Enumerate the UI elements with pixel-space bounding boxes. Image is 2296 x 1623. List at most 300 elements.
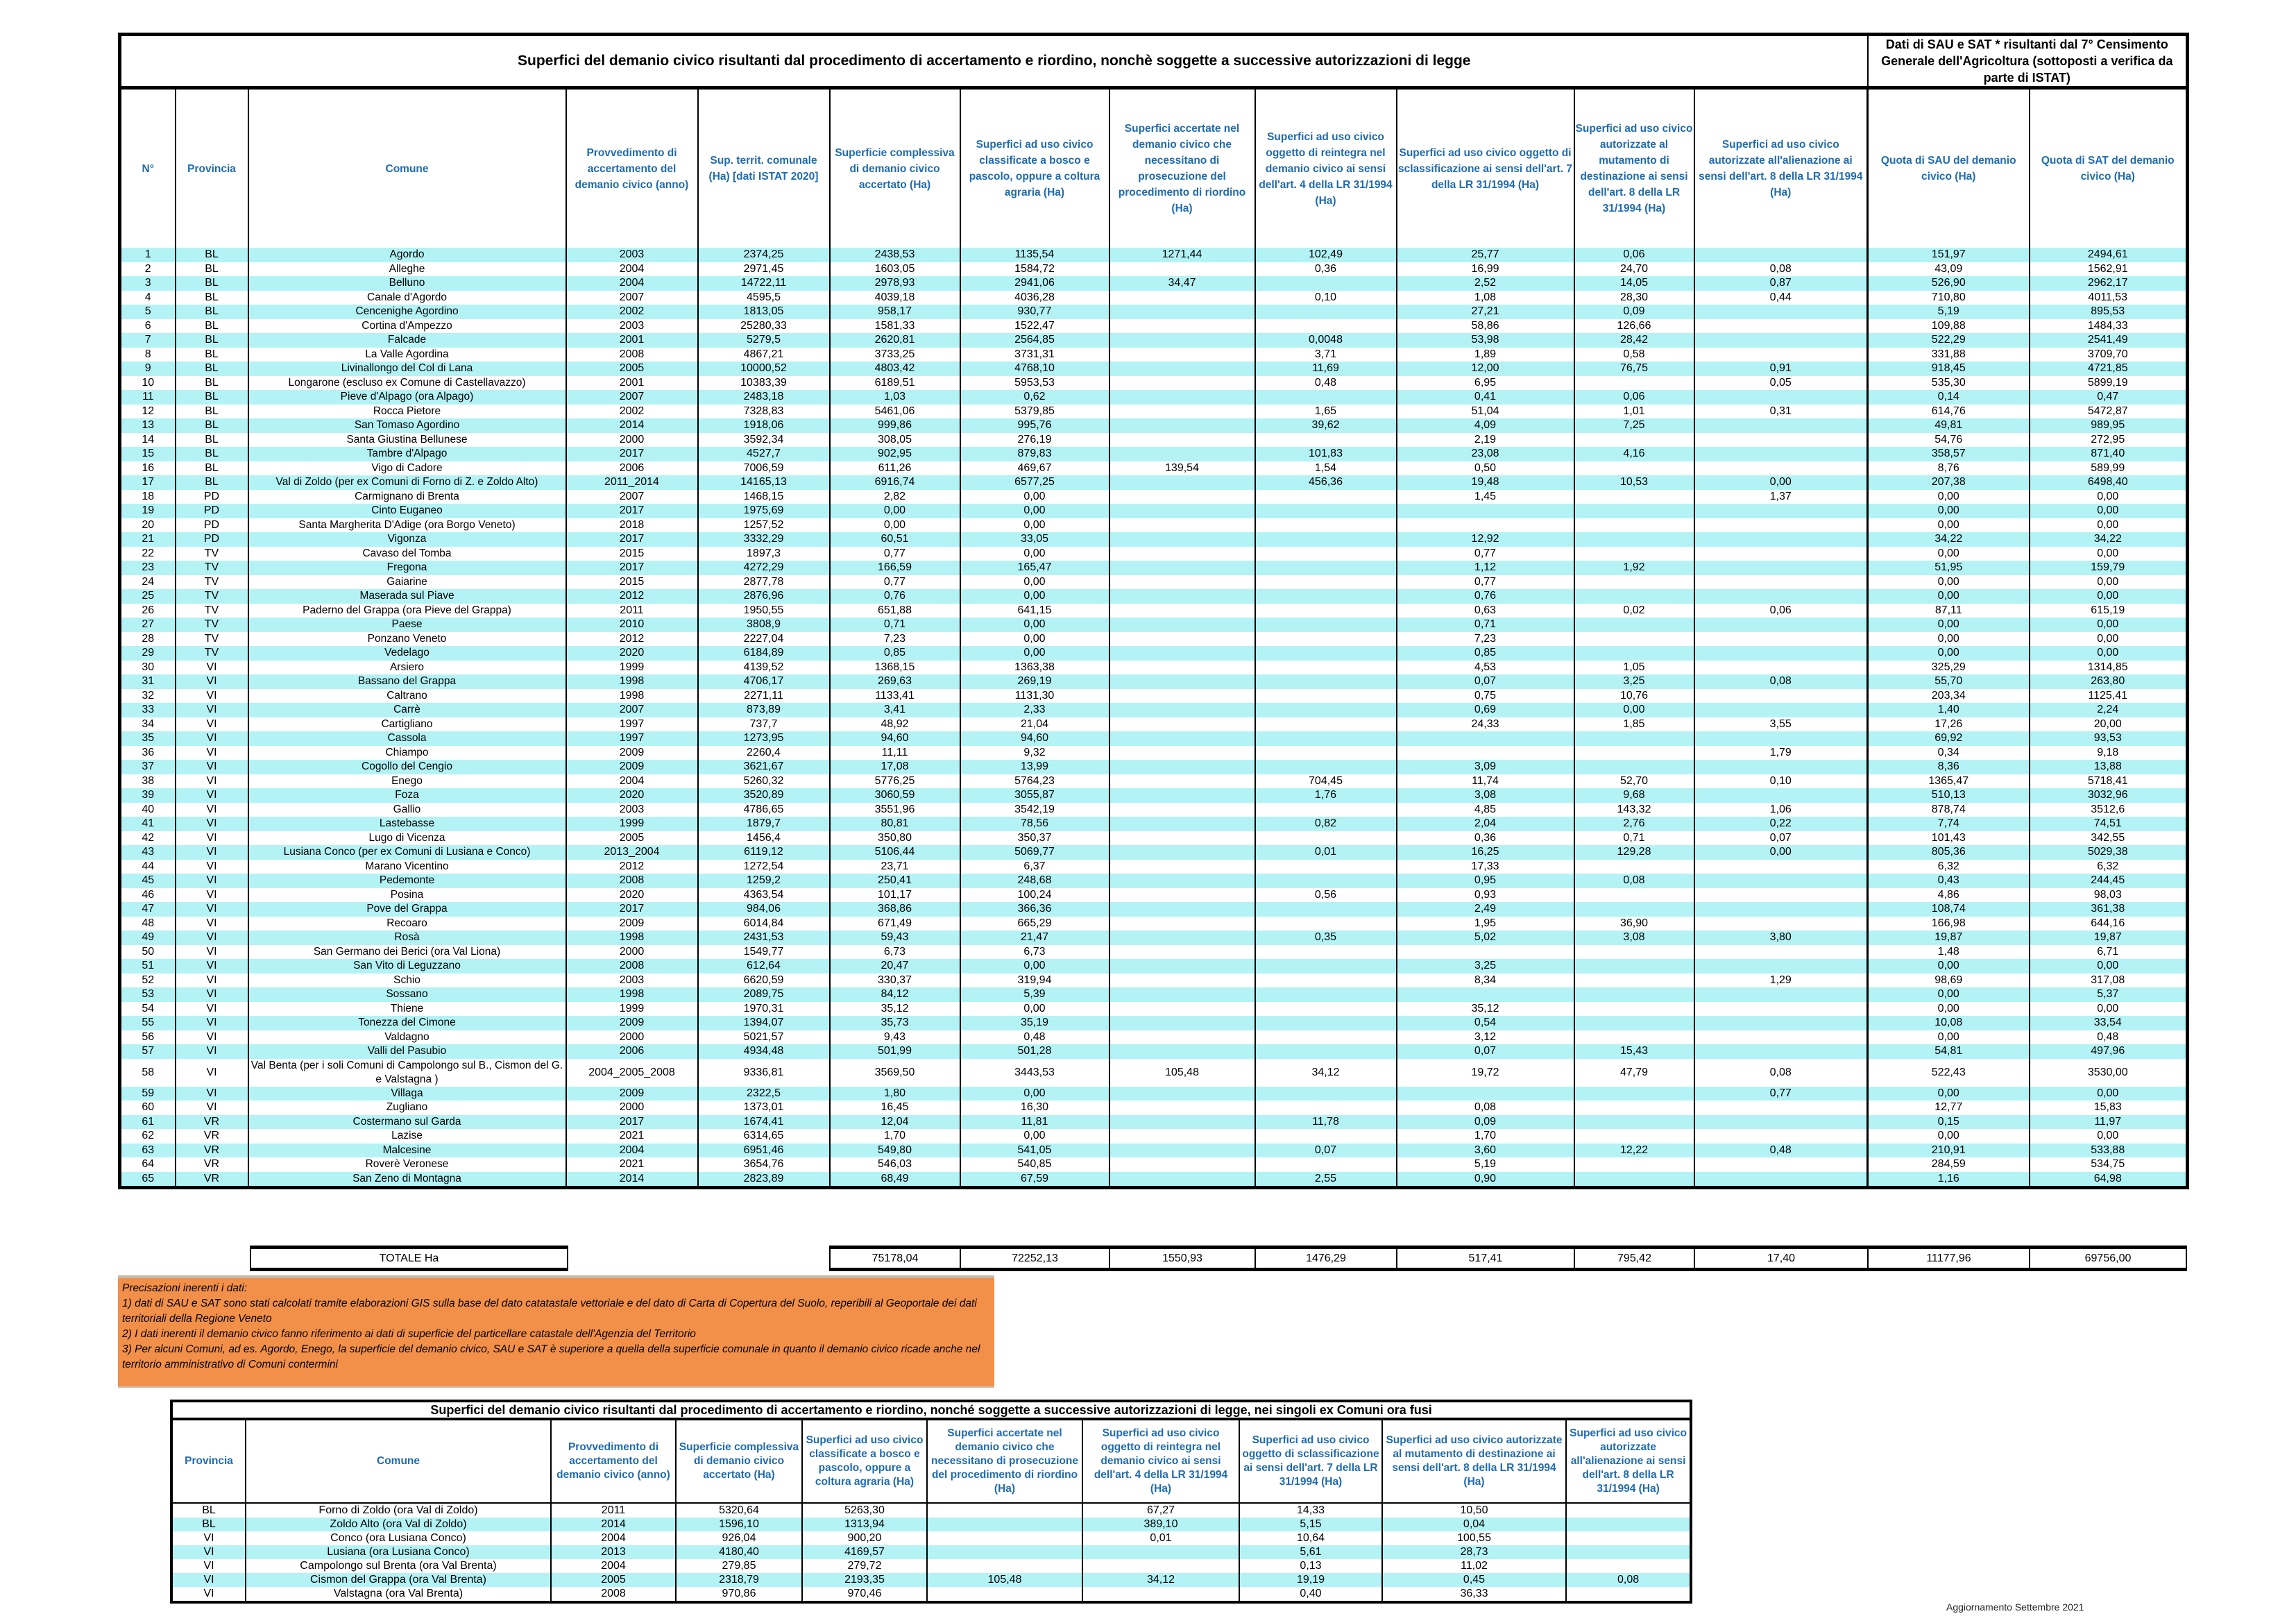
table-cell: Villaga [248, 1087, 566, 1101]
table-cell: 2000 [566, 433, 698, 448]
table-cell: 1999 [566, 817, 698, 831]
table-cell: 6,73 [960, 945, 1109, 960]
table-cell: VI [171, 1545, 246, 1559]
table-cell: 0,34 [1868, 746, 2030, 760]
table-cell [1397, 731, 1574, 746]
table-cell [1694, 1157, 1868, 1172]
table-cell: VI [176, 931, 248, 945]
table-cell: 30 [120, 661, 176, 675]
table-cell: 2002 [566, 405, 698, 419]
table-cell: 1,16 [1868, 1172, 2030, 1188]
table-cell: 2008 [566, 959, 698, 974]
table-cell: 2004 [566, 262, 698, 277]
table-cell: 0,01 [1255, 845, 1397, 860]
table-cell: 342,55 [2030, 831, 2188, 846]
table-cell: 2260,4 [698, 746, 830, 760]
table-cell [1694, 661, 1868, 675]
table-cell: 12,04 [830, 1115, 960, 1130]
table-cell: 2009 [566, 746, 698, 760]
table-cell [1574, 632, 1694, 647]
table-cell [1694, 632, 1868, 647]
table-cell: 2004 [551, 1559, 676, 1573]
table-cell: VI [176, 1101, 248, 1115]
table-cell: 0,00 [830, 518, 960, 533]
table-cell [1694, 461, 1868, 476]
table-cell: 0,48 [960, 1030, 1109, 1045]
table-cell: 60 [120, 1101, 176, 1115]
table-row [120, 661, 2188, 675]
table-cell: 2,52 [1397, 276, 1574, 291]
table-cell [1109, 604, 1255, 618]
table-cell [1694, 874, 1868, 888]
table-row [120, 248, 2188, 262]
table-cell: 32 [120, 689, 176, 704]
table-cell: 2004_2005_2008 [566, 1059, 698, 1087]
table-cell [1694, 1030, 1868, 1045]
column-header: N° [120, 88, 176, 248]
column-header: Superfici ad uso civico oggetto di sclassificazione ai sensi dell'art. 7 della LR 31/1994 (Ha) [1239, 1419, 1382, 1503]
table-row [120, 418, 2188, 433]
table-cell: 5 [120, 305, 176, 319]
table-cell: 0,00 [1868, 632, 2030, 647]
table-cell: 53,98 [1397, 333, 1574, 348]
table-cell: Cogollo del Cengio [248, 760, 566, 774]
table-cell: 5,19 [1397, 1157, 1574, 1172]
table-cell [1255, 760, 1397, 774]
column-header: Sup. territ. comunale (Ha) [dati ISTAT 2020] [698, 88, 830, 248]
table-cell: 4,16 [1574, 447, 1694, 461]
table-cell: 995,76 [960, 418, 1109, 433]
table-cell: 2002 [566, 305, 698, 319]
table-cell: 970,86 [676, 1587, 802, 1602]
table-cell: 970,46 [802, 1587, 927, 1602]
table-cell: 3032,96 [2030, 788, 2188, 803]
table-cell: 6,37 [960, 860, 1109, 874]
table-cell: 2003 [566, 974, 698, 988]
table-cell: TV [176, 646, 248, 661]
column-header: Superfici ad uso civico oggetto di reintegra nel demanio civico ai sensi dell'art. 4 della LR 31/1994 (Ha) [1082, 1419, 1239, 1503]
table-cell: 510,13 [1868, 788, 2030, 803]
table-cell: 0,00 [960, 504, 1109, 518]
table-row [171, 1587, 1691, 1602]
table-cell: 4867,21 [698, 348, 830, 362]
table-cell: 540,85 [960, 1157, 1109, 1172]
table-cell [1566, 1559, 1691, 1573]
table-cell: 1373,01 [698, 1101, 830, 1115]
table-cell: 1,92 [1574, 561, 1694, 575]
table-cell: 60,51 [830, 532, 960, 547]
table-cell: 1,70 [1397, 1129, 1574, 1144]
table-cell [1255, 1129, 1397, 1144]
table-cell: 2004 [566, 774, 698, 789]
table-cell: Vigo di Cadore [248, 461, 566, 476]
table-cell: 28,73 [1382, 1545, 1566, 1559]
table-cell: 644,16 [2030, 917, 2188, 931]
table-cell [1109, 1115, 1255, 1130]
table-cell: 51,04 [1397, 405, 1574, 419]
table-cell: 0,00 [1868, 987, 2030, 1002]
table-cell: 2227,04 [698, 632, 830, 647]
table-cell [1109, 561, 1255, 575]
table-cell: 78,56 [960, 817, 1109, 831]
table-cell: 1,85 [1574, 717, 1694, 732]
table-cell: 2014 [566, 418, 698, 433]
table-cell: 101,43 [1868, 831, 2030, 846]
table-cell: 0,00 [1868, 547, 2030, 561]
table-cell: Cencenighe Agordino [248, 305, 566, 319]
table-row [120, 860, 2188, 874]
table-cell [1574, 618, 1694, 632]
table-cell: 151,97 [1868, 248, 2030, 262]
table-row [120, 547, 2188, 561]
table-cell: 2003 [566, 319, 698, 334]
table-cell: VI [171, 1587, 246, 1602]
column-header: Superficie complessiva di demanio civico accertato (Ha) [676, 1419, 802, 1503]
table-cell: PD [176, 532, 248, 547]
table-cell: 23,71 [830, 860, 960, 874]
table-cell: BL [176, 362, 248, 376]
table-cell: 879,83 [960, 447, 1109, 461]
table-cell: VI [176, 717, 248, 732]
table-cell: 126,66 [1574, 319, 1694, 334]
table-cell: 24,70 [1574, 262, 1694, 277]
table-cell: 2009 [566, 760, 698, 774]
table-cell: 710,80 [1868, 291, 2030, 305]
table-cell: 1596,10 [676, 1518, 802, 1531]
table-row [120, 604, 2188, 618]
table-cell: 54 [120, 1002, 176, 1017]
table-cell: 28 [120, 632, 176, 647]
table-cell [1574, 902, 1694, 917]
table-cell: VI [176, 788, 248, 803]
table-row [120, 774, 2188, 789]
table-cell: 5263,30 [802, 1503, 927, 1518]
table-cell [1109, 1172, 1255, 1188]
table-cell: 4595,5 [698, 291, 830, 305]
table-cell: 0,01 [1082, 1531, 1239, 1545]
table-cell [1694, 788, 1868, 803]
table-cell: 18 [120, 490, 176, 504]
table-cell: Marano Vicentino [248, 860, 566, 874]
total-value: 69756,00 [2030, 1248, 2186, 1270]
table-cell: 55,70 [1868, 674, 2030, 689]
table-cell: 0,71 [1397, 618, 1574, 632]
table-cell: 2941,06 [960, 276, 1109, 291]
table-cell: 105,48 [1109, 1059, 1255, 1087]
table-cell: 263,80 [2030, 674, 2188, 689]
table-cell: 6498,40 [2030, 475, 2188, 490]
table-cell [1694, 319, 1868, 334]
table-cell: 1998 [566, 987, 698, 1002]
table-cell: 4786,65 [698, 803, 830, 817]
table-cell: 2008 [566, 348, 698, 362]
table-cell: 4706,17 [698, 674, 830, 689]
table-cell [1255, 831, 1397, 846]
table-cell: 109,88 [1868, 319, 2030, 334]
table-cell: 272,95 [2030, 433, 2188, 448]
table-cell: Roverè Veronese [248, 1157, 566, 1172]
table-cell: 16,25 [1397, 845, 1574, 860]
table-cell: 3733,25 [830, 348, 960, 362]
table-cell [1109, 1144, 1255, 1158]
table-cell: 43,09 [1868, 262, 2030, 277]
table-cell: 7,74 [1868, 817, 2030, 831]
table-cell: 5,61 [1239, 1545, 1382, 1559]
table-cell: 0,56 [1255, 888, 1397, 903]
table-cell [1109, 405, 1255, 419]
table-cell [1109, 788, 1255, 803]
table-cell: 6314,65 [698, 1129, 830, 1144]
table-cell: BL [176, 305, 248, 319]
table-cell: 0,00 [2030, 646, 2188, 661]
note-item: 3) Per alcuni Comuni, ad es. Agordo, Enego, la superficie del demanio civico, SAU e SAT è superiore a quella della superficie comunale in quanto il demanio civico ricade anche nel territorio amministrativo di Comuni contermini [122, 1343, 980, 1370]
table-cell: 1998 [566, 931, 698, 945]
table-cell: 68,49 [830, 1172, 960, 1188]
table-cell: VI [176, 888, 248, 903]
table-cell: 0,06 [1694, 604, 1868, 618]
table-cell: 1970,31 [698, 1002, 830, 1017]
table-cell: BL [176, 447, 248, 461]
table-cell: 22 [120, 547, 176, 561]
table-cell: VI [176, 803, 248, 817]
table-cell: 65 [120, 1172, 176, 1188]
table-cell: 501,99 [830, 1044, 960, 1059]
table-cell: 11,78 [1255, 1115, 1397, 1130]
total-value: 17,40 [1694, 1248, 1868, 1270]
table-cell: 2007 [566, 390, 698, 405]
table-row [120, 788, 2188, 803]
table-row [120, 803, 2188, 817]
table-cell [1255, 717, 1397, 732]
table-cell: VR [176, 1172, 248, 1188]
table-cell [1255, 504, 1397, 518]
table-cell: Canale d'Agordo [248, 291, 566, 305]
table-cell [1109, 888, 1255, 903]
table-cell: 8,36 [1868, 760, 2030, 774]
table-cell: TV [176, 604, 248, 618]
table-cell [927, 1559, 1082, 1573]
table-cell: 2494,61 [2030, 248, 2188, 262]
table-cell [1255, 532, 1397, 547]
table-cell: Pieve d'Alpago (ora Alpago) [248, 390, 566, 405]
total-value: 517,41 [1397, 1248, 1574, 1270]
table-cell: 12,77 [1868, 1101, 2030, 1115]
table-cell: PD [176, 490, 248, 504]
table-cell: VI [176, 760, 248, 774]
table-cell: 10,64 [1239, 1531, 1382, 1545]
column-header: Quota di SAU del demanio civico (Ha) [1868, 88, 2030, 248]
table-cell: 2007 [566, 703, 698, 717]
table-cell: 0,00 [2030, 490, 2188, 504]
table-cell: Santa Margherita D'Adige (ora Borgo Veneto) [248, 518, 566, 533]
table-cell: 5,37 [2030, 987, 2188, 1002]
table-cell: 6577,25 [960, 475, 1109, 490]
table-cell: 284,59 [1868, 1157, 2030, 1172]
table-cell: 3,55 [1694, 717, 1868, 732]
table-cell: 2823,89 [698, 1172, 830, 1188]
table-cell: 1,95 [1397, 917, 1574, 931]
column-header: Quota di SAT del demanio civico (Ha) [2030, 88, 2188, 248]
table-cell: Valstagna (ora Val Brenta) [246, 1587, 551, 1602]
table-cell: Gallio [248, 803, 566, 817]
table-row [120, 646, 2188, 661]
table-cell: 0,00 [960, 1129, 1109, 1144]
table-cell: 52,70 [1574, 774, 1694, 789]
table-cell [1566, 1518, 1691, 1531]
table-cell [1694, 433, 1868, 448]
table-cell: Tambre d'Alpago [248, 447, 566, 461]
table-cell: 1,12 [1397, 561, 1574, 575]
table-cell [927, 1503, 1082, 1518]
table-cell: 16,30 [960, 1101, 1109, 1115]
table-cell: 4,85 [1397, 803, 1574, 817]
table-cell: 0,00 [960, 959, 1109, 974]
table-cell: 3 [120, 276, 176, 291]
table-cell: 0,50 [1397, 461, 1574, 476]
table-cell: Belluno [248, 276, 566, 291]
table-row [120, 1016, 2188, 1030]
table-cell [1694, 589, 1868, 604]
table-cell: 166,59 [830, 561, 960, 575]
table-cell [1574, 1115, 1694, 1130]
table-cell: VR [176, 1144, 248, 1158]
table-cell: 930,77 [960, 305, 1109, 319]
table-cell: 1879,7 [698, 817, 830, 831]
table-cell: 24,33 [1397, 717, 1574, 732]
table-cell: 100,24 [960, 888, 1109, 903]
table-cell: 143,32 [1574, 803, 1694, 817]
table-cell: 0,47 [2030, 390, 2188, 405]
table-cell: 2,04 [1397, 817, 1574, 831]
table-cell: 25,77 [1397, 248, 1574, 262]
table-row [120, 333, 2188, 348]
table-cell [927, 1587, 1082, 1602]
table-cell: 0,48 [1694, 1144, 1868, 1158]
table-cell: 805,36 [1868, 845, 2030, 860]
table-cell [1109, 376, 1255, 391]
table-cell: BL [171, 1518, 246, 1531]
table-cell: 2007 [566, 291, 698, 305]
table-cell: 5069,77 [960, 845, 1109, 860]
table-cell [1574, 1157, 1694, 1172]
table-cell: VI [176, 902, 248, 917]
table-cell [1574, 532, 1694, 547]
table-cell: TV [176, 575, 248, 590]
table-cell: 3621,67 [698, 760, 830, 774]
table-cell: 6,95 [1397, 376, 1574, 391]
table-cell: BL [176, 333, 248, 348]
table-cell [1109, 333, 1255, 348]
table-cell: 3512,6 [2030, 803, 2188, 817]
table-row [120, 376, 2188, 391]
table-cell: 5279,5 [698, 333, 830, 348]
table-cell: 0,85 [1397, 646, 1574, 661]
table-row [120, 902, 2188, 917]
table-cell: BL [176, 405, 248, 419]
table-cell: 27,21 [1397, 305, 1574, 319]
sau-sat-title: Dati di SAU e SAT * risultanti dal 7° Censimento Generale dell'Agricoltura (sottoposti a verifica da parte di ISTAT) [1868, 35, 2188, 88]
table-cell: Lusiana (ora Lusiana Conco) [246, 1545, 551, 1559]
table-cell [1694, 547, 1868, 561]
merged-comuni-table [170, 1400, 1692, 1604]
table-cell [1109, 945, 1255, 960]
table-cell [1109, 1030, 1255, 1045]
table-cell [1109, 618, 1255, 632]
table-row [171, 1531, 1691, 1545]
table-cell: 34,47 [1109, 276, 1255, 291]
table-cell: 0,48 [1255, 376, 1397, 391]
table-cell: 2001 [566, 376, 698, 391]
table-cell: 871,40 [2030, 447, 2188, 461]
table-cell: 34 [120, 717, 176, 732]
table-cell: 0,48 [2030, 1030, 2188, 1045]
table-cell: 0,77 [830, 547, 960, 561]
table-cell: VI [176, 1002, 248, 1017]
table-cell: 1394,07 [698, 1016, 830, 1030]
table-cell: Fregona [248, 561, 566, 575]
table-cell: 1997 [566, 717, 698, 732]
table-cell: VR [176, 1157, 248, 1172]
main-table-header-row [120, 88, 2188, 248]
table-cell [1109, 774, 1255, 789]
total-value: 72252,13 [960, 1248, 1109, 1270]
table-cell: 203,34 [1868, 689, 2030, 704]
table-cell [1694, 575, 1868, 590]
table-cell: 0,05 [1694, 376, 1868, 391]
notes-heading: Precisazioni inerenti i dati: [122, 1282, 248, 1294]
table-cell: 7 [120, 333, 176, 348]
table-cell: 20,00 [2030, 717, 2188, 732]
table-cell: 69,92 [1868, 731, 2030, 746]
table-cell: 1581,33 [830, 319, 960, 334]
table-cell: 76,75 [1574, 362, 1694, 376]
table-cell: 0,08 [1566, 1573, 1691, 1587]
table-cell: 2271,11 [698, 689, 830, 704]
totals-label: TOTALE Ha [250, 1246, 568, 1271]
table-cell: 1549,77 [698, 945, 830, 960]
table-cell: 0,77 [1397, 547, 1574, 561]
table-cell [1109, 931, 1255, 945]
table-cell: 21,04 [960, 717, 1109, 732]
table-cell [1694, 333, 1868, 348]
table-cell [1109, 674, 1255, 689]
table-cell [1109, 917, 1255, 931]
table-cell: 102,49 [1255, 248, 1397, 262]
table-cell: 1813,05 [698, 305, 830, 319]
table-cell [1109, 532, 1255, 547]
table-cell: 2876,96 [698, 589, 830, 604]
table-cell: 1368,15 [830, 661, 960, 675]
table-cell: 1,29 [1694, 974, 1868, 988]
table-cell: 14,05 [1574, 276, 1694, 291]
table-cell: VI [176, 1059, 248, 1087]
table-cell: 11 [120, 390, 176, 405]
table-cell: Cismon del Grappa (ora Val Brenta) [246, 1573, 551, 1587]
main-table-title: Superfici del demanio civico risultanti dal procedimento di accertamento e riordino, nonchè soggette a successive autorizzazioni di legge [120, 35, 1868, 88]
table-cell: 21,47 [960, 931, 1109, 945]
table-cell: 2020 [566, 646, 698, 661]
table-cell: 9336,81 [698, 1059, 830, 1087]
table-cell: 1998 [566, 674, 698, 689]
column-header: Provincia [176, 88, 248, 248]
table-row [120, 689, 2188, 704]
table-row [120, 717, 2188, 732]
table-row [120, 1144, 2188, 1158]
table-cell: BL [176, 390, 248, 405]
table-cell: 9,32 [960, 746, 1109, 760]
table-cell: Bassano del Grappa [248, 674, 566, 689]
table-cell [1574, 575, 1694, 590]
